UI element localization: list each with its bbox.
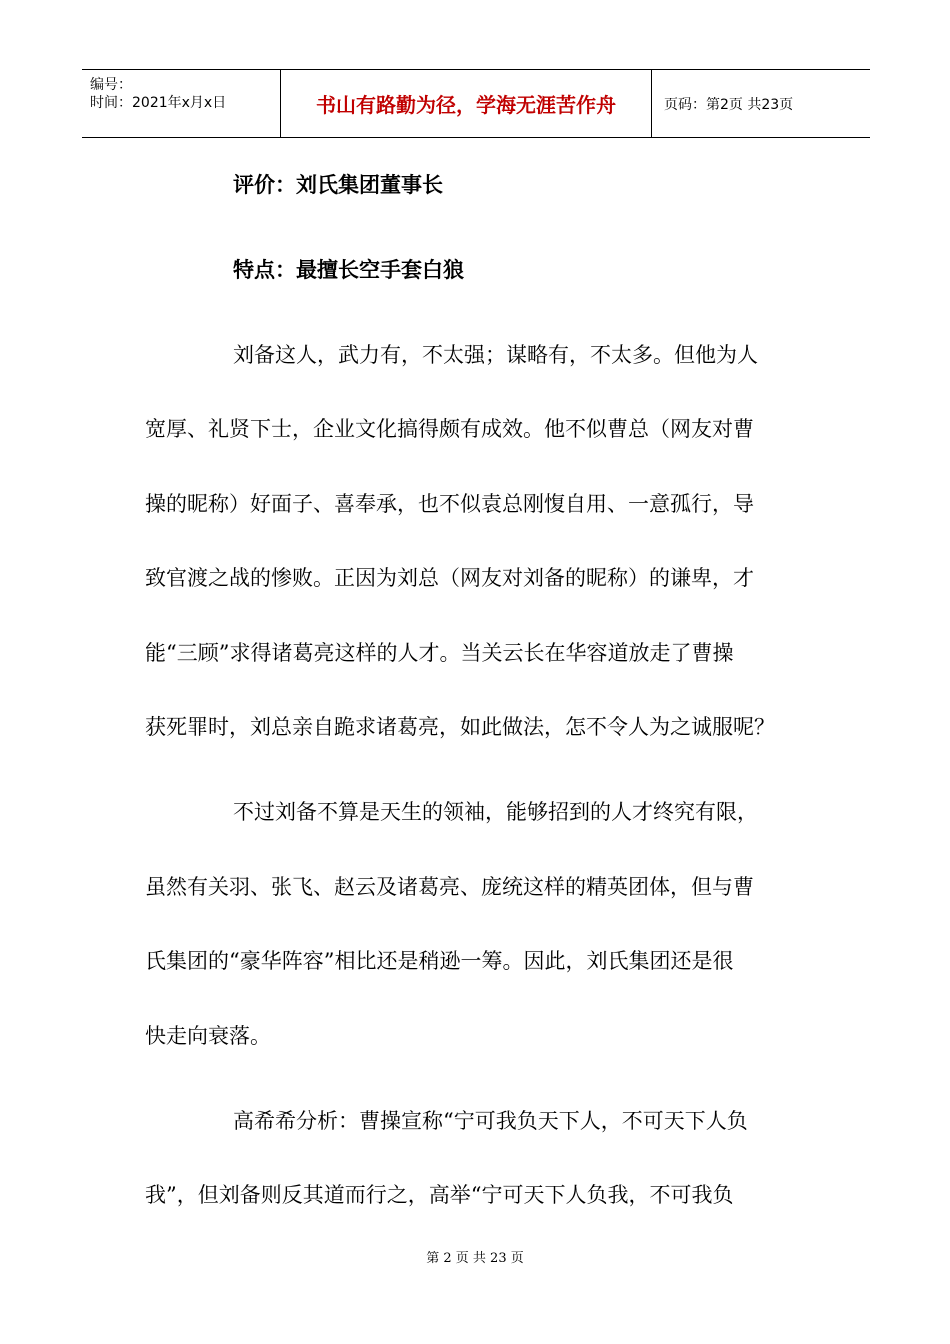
header-page-info: 页码：第2页 共23页 — [664, 96, 794, 113]
body-line: 虽然有关羽、张飞、赵云及诸葛亮、庞统这样的精英团体，但与曹 — [145, 875, 754, 899]
body-line: 获死罪时，刘总亲自跪求诸葛亮，如此做法，怎不令人为之诚服呢？ — [145, 715, 775, 739]
body-line: 刘备这人，武力有，不太强；谋略有，不太多。但他为人 — [233, 343, 758, 367]
header-right-cell — [652, 70, 870, 137]
body-line: 能“三顾”求得诸葛亮这样的人才。当关云长在华容道放走了曹操 — [145, 641, 734, 665]
page-footer: 第 2 页 共 23 页 — [426, 1251, 524, 1266]
body-line: 我”，但刘备则反其道而行之，高举“宁可天下人负我，不可我负 — [145, 1183, 734, 1207]
header-left-cell — [82, 70, 281, 137]
header-mid-cell — [281, 70, 652, 137]
body-line: 操的昵称）好面子、喜奉承，也不似袁总刚愎自用、一意孤行，导 — [145, 492, 754, 516]
body-line: 快走向衰落。 — [145, 1024, 271, 1048]
header-motto: 书山有路勤为径，学海无涯苦作舟 — [316, 93, 616, 117]
page-header — [82, 69, 870, 138]
body-line: 高希希分析：曹操宣称“宁可我负天下人，不可天下人负 — [233, 1109, 748, 1133]
body-line: 致官渡之战的惨败。正因为刘总（网友对刘备的昵称）的谦卑，才 — [145, 566, 754, 590]
body-line: 不过刘备不算是天生的领袖，能够招到的人才终究有限， — [233, 800, 758, 824]
document-time-label: 时间：2021年x月x日 — [90, 95, 227, 111]
body-line: 氏集团的“豪华阵容”相比还是稍逊一筹。因此，刘氏集团还是很 — [145, 949, 734, 973]
body-line: 宽厚、礼贤下士，企业文化搞得颇有成效。他不似曹总（网友对曹 — [145, 417, 754, 441]
evaluation-heading: 评价：刘氏集团董事长 — [233, 173, 443, 197]
document-number-label: 编号： — [90, 77, 132, 93]
feature-heading: 特点：最擅长空手套白狼 — [233, 258, 464, 282]
